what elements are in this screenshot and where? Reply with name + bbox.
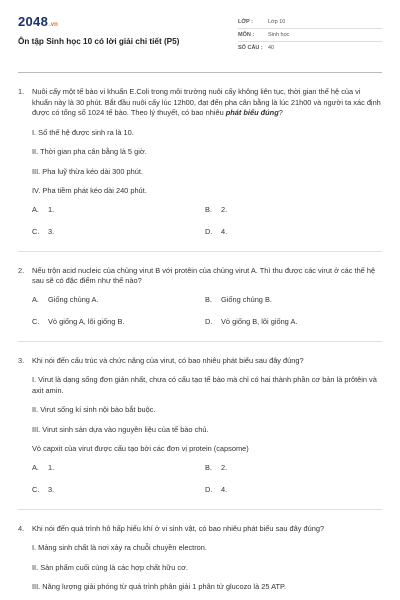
question-text: Khi nói đến cấu trúc và chức năng của virut, có bao nhiêu phát biểu sau đây đúng?	[32, 355, 304, 365]
question-2	[18, 252, 382, 342]
answer-option-b[interactable]	[205, 463, 378, 474]
answer-option-a[interactable]	[32, 463, 205, 474]
answer-text: Giống chủng B.	[221, 294, 272, 304]
answer-letter: C.	[32, 317, 40, 326]
statement: III. Năng lượng giải phóng từ quá trình phân giải 1 phân tử glucozo là 25 ATP.	[32, 582, 287, 591]
meta-value: 40	[268, 45, 275, 51]
question-text: Khi nói đến quá trình hô hấp hiếu khí ở vi sinh vật, có bao nhiêu phát biểu sau đây đúng?	[32, 523, 325, 533]
question-text	[32, 87, 382, 119]
answer-options	[32, 463, 382, 508]
answer-letter: D.	[205, 317, 213, 326]
answer-option-a[interactable]	[32, 295, 205, 306]
answer-text: 4.	[221, 485, 228, 494]
answer-option-b[interactable]	[205, 295, 378, 306]
answer-option-a[interactable]	[32, 205, 205, 216]
question-4	[18, 510, 382, 593]
answer-option-d[interactable]	[205, 227, 378, 238]
answer-letter: A.	[32, 462, 39, 472]
answer-text: Giống chủng A.	[48, 294, 99, 304]
answer-text: 1.	[48, 204, 55, 214]
answer-letter: C.	[32, 227, 40, 236]
answer-text: 4.	[221, 227, 228, 236]
statement: I. Mảng sinh chất là nơi xảy ra chuỗi chuyền electron.	[32, 543, 207, 552]
statement: I. Virut là dạng sống đơn giản nhất, chưa có cấu tạo tế bào mà chỉ có hai thành phần cơ bản là prôtêin và axit amin.	[32, 375, 377, 395]
statement: I. Số thế hệ được sinh ra là 10.	[32, 127, 134, 137]
meta-label: MÔN :	[238, 32, 255, 38]
meta-row-class	[238, 16, 382, 29]
question-1	[18, 73, 382, 252]
answer-letter: C.	[32, 485, 40, 494]
answer-option-c[interactable]	[32, 317, 205, 328]
statement: IV. Pha tiềm phát kéo dài 240 phút.	[32, 186, 147, 195]
meta-row-subject	[238, 29, 382, 42]
statement: II. Virut sống kí sinh nội bào bắt buộc.	[32, 405, 156, 414]
answer-text: 3.	[48, 227, 55, 236]
answer-options	[32, 205, 382, 250]
answer-letter: A.	[32, 294, 39, 304]
answer-letter: D.	[205, 485, 213, 494]
answer-text: 1.	[48, 462, 55, 472]
statement: II. Thời gian pha cân bằng là 5 giờ.	[32, 147, 147, 156]
answer-text: Vỏ giống A, lõi giống B.	[48, 317, 125, 326]
answer-option-d[interactable]	[205, 317, 378, 328]
question-number: 2.	[18, 265, 25, 275]
answer-letter: A.	[32, 204, 39, 214]
answer-option-c[interactable]	[32, 485, 205, 496]
question-tail: ?	[278, 108, 283, 117]
header	[18, 14, 382, 64]
document-title: Ôn tập Sinh học 10 có lời giải chi tiết (P5)	[18, 37, 180, 46]
answer-text: 3.	[48, 485, 55, 494]
question-text-main: Nuôi cấy một tế bào vi khuẩn E.Coli trong môi trường nuôi cấy không liên tục, thời gian thế hệ của vi khuẩn này là 30 phút. Bắt đầu nuôi cấy lúc 12h00, đạt đến pha cân bằng là lúc 21h00 và người ta xác định được có tổng số 1024 tế bào. Theo lý thuyết, có bao nhiêu	[32, 87, 381, 117]
answer-text: 2.	[221, 462, 228, 472]
answer-option-b[interactable]	[205, 205, 378, 216]
meta-label: LỚP :	[238, 19, 253, 25]
meta-label: SỐ CÂU :	[238, 45, 263, 51]
answer-letter: B.	[205, 204, 212, 214]
logo[interactable]	[18, 14, 179, 29]
answer-letter: B.	[205, 462, 212, 472]
logo-name: 2048	[18, 14, 49, 29]
statement: II. Sản phẩm cuối cùng là các hợp chất hữu cơ.	[32, 562, 188, 572]
logo-suffix: .vn	[49, 22, 58, 28]
meta-table	[238, 16, 382, 54]
question-number: 1.	[18, 87, 25, 96]
statement: Vỏ capxit của virut được cấu tạo bởi các đơn vị protein (capsome)	[32, 444, 249, 453]
answer-letter: D.	[205, 227, 213, 236]
question-3	[18, 342, 382, 510]
answer-letter: B.	[205, 294, 212, 304]
question-text: Nếu trộn acid nucleic của chủng virut B với protêin của chủng virut A. Thì thu được các virut ở các thế hệ sau sẽ có đặc điểm như thế nào?	[32, 265, 376, 285]
statement: III. Virut sinh sản dựa vào nguyên liệu của tế bào chủ.	[32, 424, 209, 434]
statement: III. Pha luỹ thừa kéo dài 300 phút.	[32, 166, 143, 176]
answer-options	[32, 295, 382, 340]
answer-text: Vỏ giống B, lõi giống A.	[221, 317, 298, 326]
brand-block	[18, 14, 179, 46]
question-emphasis: phát biểu đúng	[225, 108, 279, 117]
answer-option-c[interactable]	[32, 227, 205, 238]
answer-text: 2.	[221, 204, 228, 214]
meta-row-count	[238, 42, 382, 54]
meta-value: Lớp 10	[268, 19, 286, 25]
meta-value: Sinh học	[268, 32, 290, 38]
answer-option-d[interactable]	[205, 485, 378, 496]
question-number: 4.	[18, 523, 25, 533]
question-number: 3.	[18, 355, 25, 365]
